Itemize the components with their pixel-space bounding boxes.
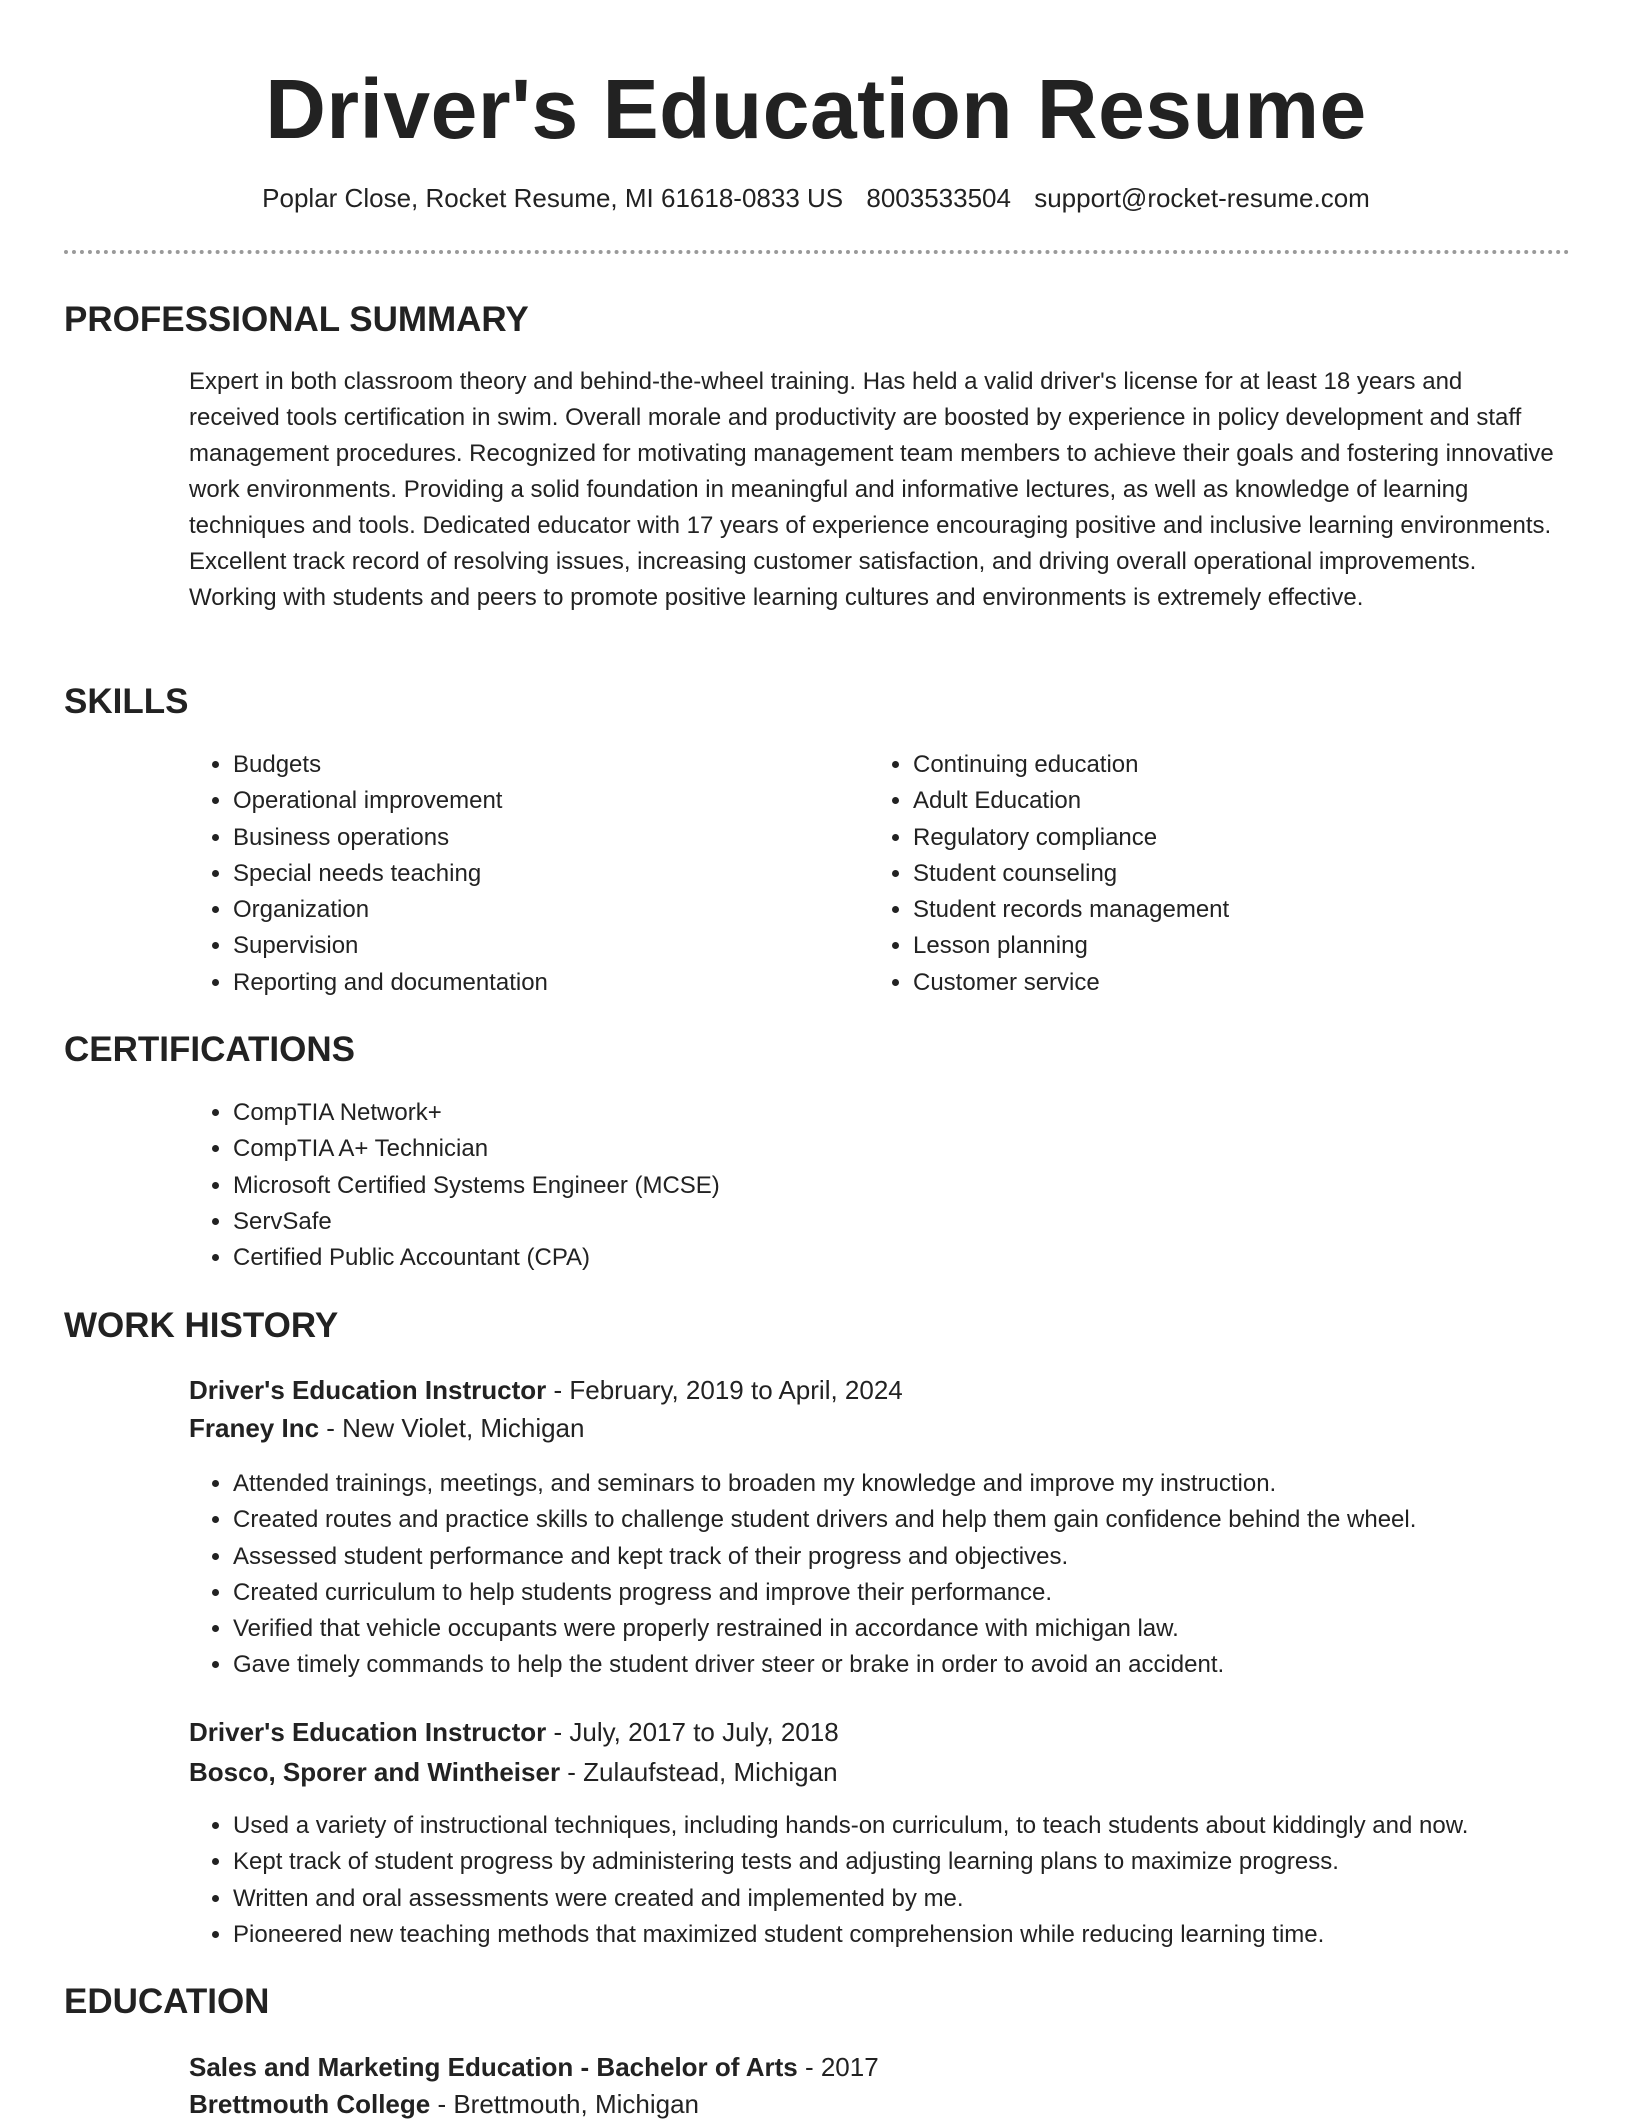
list-item: • CompTIA Network+	[233, 1095, 1533, 1131]
list-item: • CompTIA A+ Technician	[233, 1131, 1533, 1167]
list-item: • Pioneered new teaching methods that maximized student comprehension while reducing learning time.	[233, 1917, 1632, 1953]
list-item: • Created curriculum to help students progress and improve their performance.	[233, 1575, 1632, 1611]
summary-text: Expert in both classroom theory and behind-the-wheel training. Has held a valid driver's license for at least 18 years and received tools certification in swim. Overall morale and productivity are boosted by experience in policy development and staff management procedures. Recognized for motivating management team members to achieve their goals and fostering innovative work environments. Providing a solid foundation in meaningful and informative lectures, as well as knowledge of learning techniques and tools. Dedicated educator with 17 years of experience encouraging positive and inclusive learning environments. Excellent track record of resolving issues, increasing customer satisfaction, and driving overall operational improvements. Working with students and peers to promote positive learning cultures and environments is extremely effective.	[189, 368, 1554, 611]
list-item: • Student records management	[913, 892, 1553, 928]
list-item: • Certified Public Accountant (CPA)	[233, 1240, 1533, 1276]
list-item: • Regulatory compliance	[913, 820, 1553, 856]
education-school: Brettmouth College	[189, 2089, 431, 2119]
job-company-line	[189, 1754, 838, 1790]
job-dates: - July, 2017 to July, 2018	[546, 1717, 839, 1747]
list-item: • Special needs teaching	[233, 856, 833, 892]
list-item: • Created routes and practice skills to challenge student drivers and help them gain confidence behind the wheel.	[233, 1502, 1632, 1538]
list-item: • Written and oral assessments were created and implemented by me.	[233, 1881, 1632, 1917]
header-divider	[64, 250, 1570, 254]
education-degree-line	[189, 2049, 879, 2085]
list-item: • Gave timely commands to help the student driver steer or brake in order to avoid an accident.	[233, 1647, 1632, 1683]
list-item: • Supervision	[233, 928, 833, 964]
job-duties-list	[189, 1808, 1632, 1953]
resume-title: Driver's Education Resume	[265, 62, 1367, 156]
list-item: • Attended trainings, meetings, and seminars to broaden my knowledge and improve my instruction.	[233, 1466, 1632, 1502]
list-item: • Kept track of student progress by administering tests and adjusting learning plans to maximize progress.	[233, 1844, 1632, 1880]
list-item: • Adult Education	[913, 783, 1553, 819]
work-history-heading: WORK HISTORY	[64, 1306, 339, 1345]
list-item: • Budgets	[233, 747, 833, 783]
list-item: • Verified that vehicle occupants were properly restrained in accordance with michigan law.	[233, 1611, 1632, 1647]
skills-list-right	[869, 747, 1553, 1001]
job-location: - New Violet, Michigan	[319, 1413, 585, 1443]
education-year: - 2017	[797, 2052, 879, 2082]
job-title-line	[189, 1372, 903, 1408]
skills-list-left	[189, 747, 833, 1001]
job-company-line	[189, 1410, 584, 1446]
job-dates: - February, 2019 to April, 2024	[546, 1375, 903, 1405]
list-item: • Customer service	[913, 965, 1553, 1001]
job-company: Franey Inc	[189, 1413, 320, 1443]
job-duties-list	[189, 1466, 1632, 1684]
education-heading: EDUCATION	[64, 1982, 270, 2021]
job-title-line	[189, 1714, 839, 1750]
contact-email: support@rocket-resume.com	[1034, 183, 1370, 213]
list-item: • Operational improvement	[233, 783, 833, 819]
education-location: - Brettmouth, Michigan	[430, 2089, 700, 2119]
list-item: • ServSafe	[233, 1204, 1533, 1240]
list-item: • Lesson planning	[913, 928, 1553, 964]
job-company: Bosco, Sporer and Wintheiser	[189, 1757, 561, 1787]
certifications-heading: CERTIFICATIONS	[64, 1030, 356, 1069]
education-school-line	[189, 2086, 699, 2122]
skills-heading: SKILLS	[64, 682, 189, 721]
list-item: • Assessed student performance and kept track of their progress and objectives.	[233, 1539, 1632, 1575]
contact-address: Poplar Close, Rocket Resume, MI 61618-0833 US	[262, 183, 844, 213]
contact-line	[0, 180, 1632, 216]
education-degree: Sales and Marketing Education - Bachelor of Arts	[189, 2052, 798, 2082]
list-item: • Reporting and documentation	[233, 965, 833, 1001]
list-item: • Continuing education	[913, 747, 1553, 783]
job-location: - Zulaufstead, Michigan	[560, 1757, 838, 1787]
job-role: Driver's Education Instructor	[189, 1375, 547, 1405]
summary-heading: PROFESSIONAL SUMMARY	[64, 300, 529, 339]
certifications-list	[189, 1095, 1533, 1276]
list-item: • Used a variety of instructional techniques, including hands-on curriculum, to teach students about kiddingly and now.	[233, 1808, 1632, 1844]
job-role: Driver's Education Instructor	[189, 1717, 547, 1747]
list-item: • Student counseling	[913, 856, 1553, 892]
list-item: • Microsoft Certified Systems Engineer (MCSE)	[233, 1168, 1533, 1204]
contact-phone: 8003533504	[866, 183, 1011, 213]
list-item: • Organization	[233, 892, 833, 928]
list-item: • Business operations	[233, 820, 833, 856]
